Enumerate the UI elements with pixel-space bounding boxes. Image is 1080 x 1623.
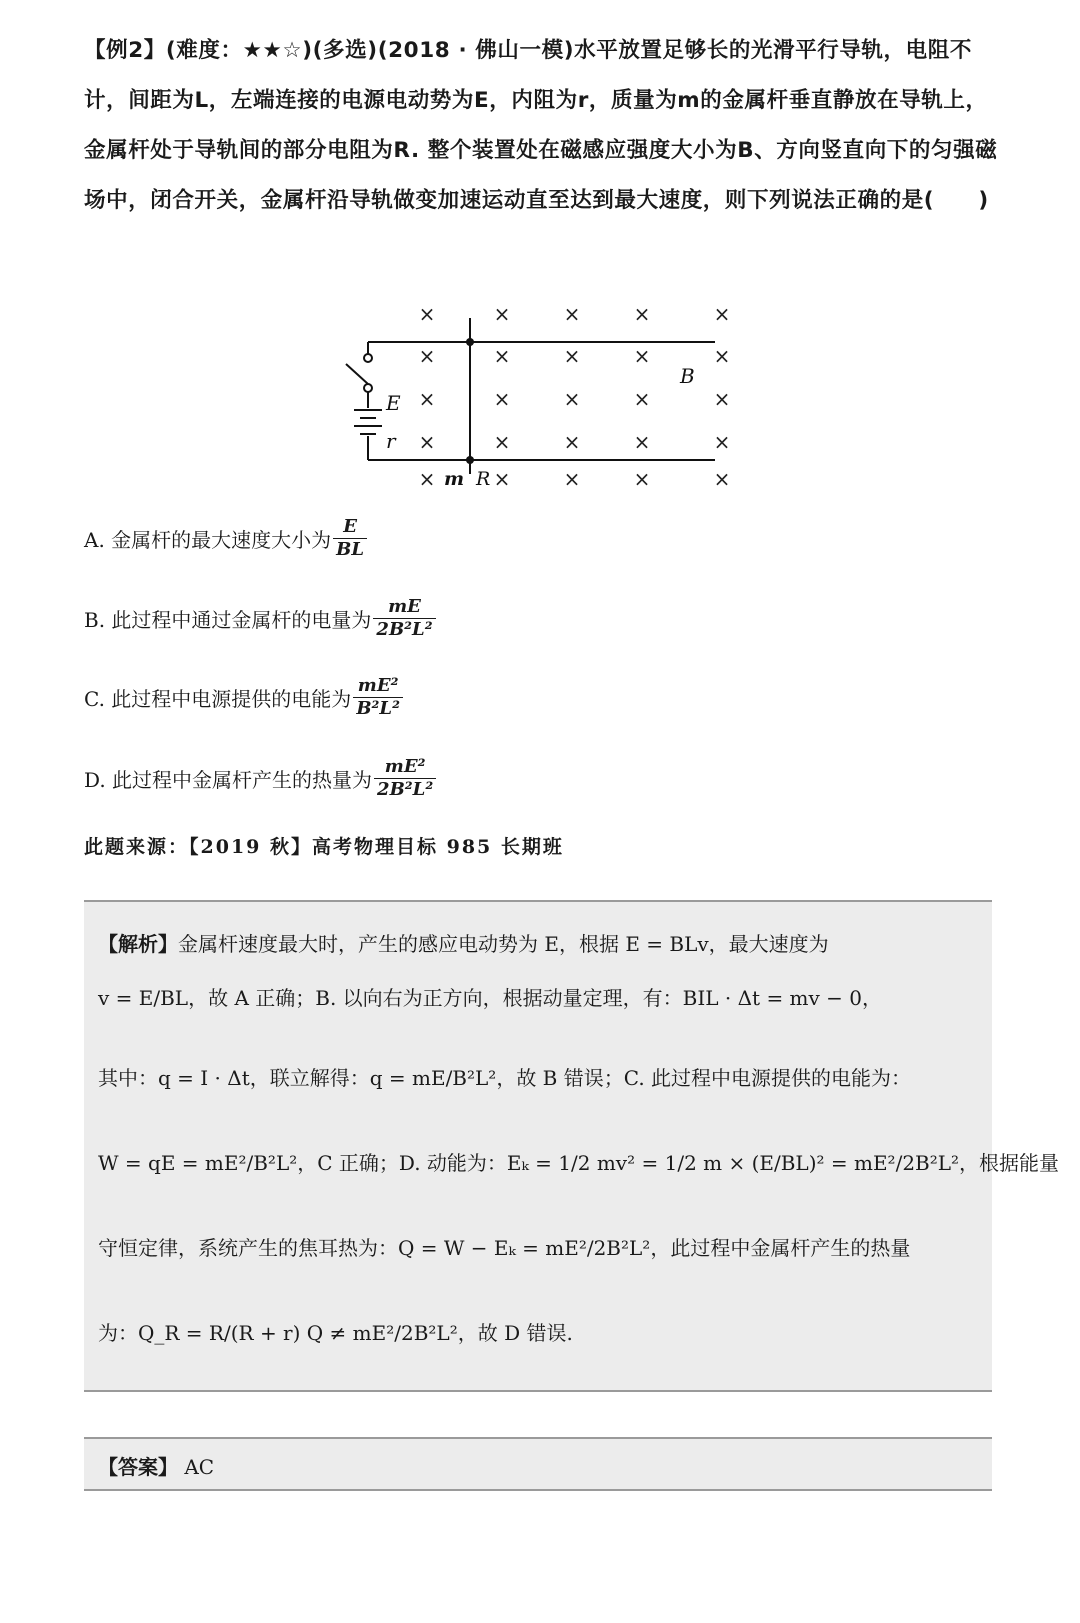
circuit-figure [330,292,770,502]
option-d-fraction [374,756,436,801]
option-b-fraction [373,596,435,641]
analysis-line-1-text: 金属杆速度最大时，产生的感应电动势为 E，根据 E = BLv，最大速度为 [178,932,829,956]
option-b-text: B. 此过程中通过金属杆的电量为 [84,608,372,632]
field-cross: × [633,467,651,491]
question-head: 【例2】(难度：★★☆)(多选)(2018 · 佛山一模) [84,38,575,63]
option-d-text: D. 此过程中金属杆产生的热量为 [84,768,373,792]
option-b-numerator: mE [388,596,421,617]
option-d-numerator: mE² [384,756,426,777]
option-c [84,675,405,720]
field-cross: × [418,344,436,368]
answer-tag: 【答案】 [98,1455,178,1479]
field-cross: × [493,387,511,411]
field-cross: × [713,302,731,326]
battery-and-switch [346,342,382,460]
field-cross: × [418,387,436,411]
question-source: 此题来源：【2019 秋】高考物理目标 985 长期班 [84,836,564,858]
field-cross: × [563,430,581,454]
field-cross: × [418,430,436,454]
option-c-denominator: B²L² [353,697,403,720]
field-cross: × [418,302,436,326]
analysis-line-1 [98,928,829,957]
option-d-denominator: 2B²L² [374,778,436,801]
option-c-text: C. 此过程中电源提供的电能为 [84,687,352,711]
analysis-line-2 [98,982,882,1011]
label-rod-resistance: R [476,468,491,490]
option-b-denominator: 2B²L² [373,618,435,641]
label-field: B [680,364,695,388]
label-internal-resistance: r [386,429,396,453]
answer-box [84,1437,992,1491]
field-cross: × [713,430,731,454]
field-cross: × [493,302,511,326]
field-cross: × [418,467,436,491]
analysis-box [84,900,1060,1392]
analysis-line-3-text: 其中：q = I · Δt，联立解得：q = mE/B²L²，故 B 错误；C. 此过程中电源提供的电能为： [98,1066,912,1090]
field-cross: × [493,344,511,368]
option-a-denominator: BL [333,538,367,561]
rod-contact-bottom [466,456,474,464]
field-cross: × [633,387,651,411]
option-a-numerator: E [343,516,357,537]
option-a-fraction [333,516,367,561]
analysis-line-3 [98,1062,911,1091]
analysis-line-6-text: 为：Q_R = R/(R + r) Q ≠ mE²/2B²L²，故 D 错误. [98,1321,573,1345]
answer-value: AC [184,1455,215,1479]
option-a-text: A. 金属杆的最大速度大小为 [84,528,332,552]
switch-blade [346,364,368,384]
analysis-line-4 [98,1147,1059,1176]
analysis-line-6 [98,1317,573,1346]
option-c-numerator: mE² [357,675,399,696]
magnetic-field-crosses [419,302,731,491]
analysis-tag: 【解析】 [98,932,178,956]
field-cross: × [633,430,651,454]
field-cross: × [563,302,581,326]
option-a [84,516,369,561]
rod-contact-top [466,338,474,346]
option-b [84,596,438,641]
field-cross: × [713,387,731,411]
field-cross: × [493,430,511,454]
field-cross: × [713,467,731,491]
answer-line [98,1451,214,1480]
analysis-line-2-text: v = E/BL，故 A 正确；B. 以向右为正方向，根据动量定理，有：BIL · Δt = mv − 0， [98,986,883,1010]
field-cross: × [633,302,651,326]
analysis-line-4-text: W = qE = mE²/B²L²，C 正确；D. 动能为：Eₖ = 1/2 mv² = 1/2 m × (E/BL)² = mE²/2B²L²，根据能量 [98,1151,1060,1175]
field-cross: × [633,344,651,368]
label-emf: E [386,391,401,415]
analysis-line-5-text: 守恒定律，系统产生的焦耳热为：Q = W − Eₖ = mE²/2B²L²，此过程中金属杆产生的热量 [98,1236,911,1260]
option-d [84,756,438,801]
question-stem [84,26,999,226]
field-cross: × [563,344,581,368]
option-c-fraction [353,675,403,720]
field-cross: × [493,467,511,491]
question-body: 水平放置足够长的光滑平行导轨，电阻不计，间距为L，左端连接的电源电动势为E，内阻为r，质量为m的金属杆垂直静放在导轨上，金属杆处于导轨间的部分电阻为R. 整个装置处在磁感应强度大小为B、方向竖直向下的匀强磁场中，闭合开关，金属杆沿导轨做变加速运动直至达到最大速度，则下列说法正确的是( ) [84,38,998,213]
analysis-line-5 [98,1232,910,1261]
field-cross: × [713,344,731,368]
label-mass: m [444,468,465,490]
field-cross: × [563,467,581,491]
field-cross: × [563,387,581,411]
